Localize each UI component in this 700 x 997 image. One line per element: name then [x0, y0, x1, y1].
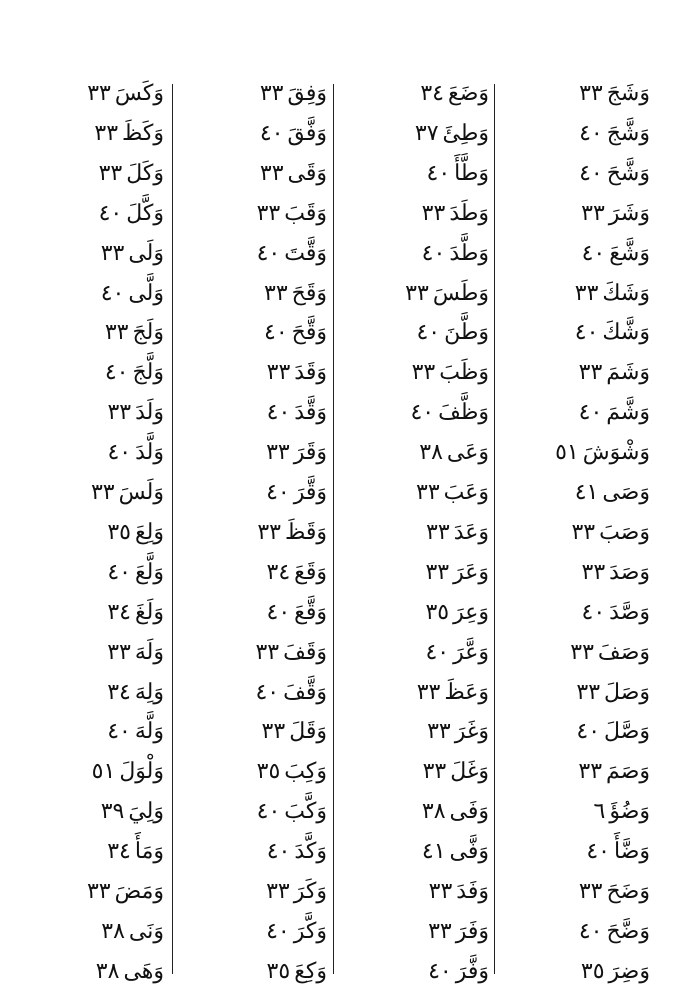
entry-reference-number: ٤٠	[578, 400, 603, 426]
entry-reference-number: ٣٣	[264, 280, 288, 306]
entry-word: وَعَى	[446, 440, 489, 466]
entry-reference-number: ٣٣	[266, 879, 290, 904]
entry-reference-number: ٣٥	[107, 519, 131, 545]
entry-reference-number: ٣٣	[259, 81, 284, 106]
entry-reference-number: ٤٠	[264, 320, 288, 346]
entry-row	[257, 196, 327, 232]
entry-row	[260, 156, 327, 192]
entry-reference-number: ٦	[593, 799, 606, 825]
entry-reference-number: ٤٠	[104, 360, 129, 386]
entry-row	[579, 116, 650, 152]
entry-row	[570, 635, 650, 671]
entry-word: وَصَّلَ	[604, 719, 650, 745]
entry-row	[427, 156, 489, 192]
entry-reference-number: ٣٧	[414, 120, 439, 146]
entry-word: وَلِعَ	[134, 519, 164, 545]
entry-reference-number: ٣٣	[425, 559, 450, 585]
entry-word: وَعَبَ	[443, 480, 489, 505]
entry-row	[257, 236, 327, 272]
entry-row	[582, 236, 650, 272]
entry-word: وَشْوَشَ	[582, 440, 650, 466]
entry-row	[99, 196, 164, 232]
entry-word: وَصَبَ	[599, 519, 650, 545]
entry-reference-number: ٥١	[555, 440, 579, 466]
entry-word: وَلَّى	[128, 280, 164, 306]
entry-word: وَمَأَ	[134, 839, 164, 865]
entry-row	[105, 315, 164, 351]
entry-reference-number: ٣٤	[266, 559, 291, 585]
entry-reference-number: ٣٣	[94, 120, 119, 146]
entry-word: وَلِيَ	[128, 799, 164, 825]
entry-row	[425, 555, 489, 591]
entry-word: وَفِقَ	[287, 81, 327, 106]
entry-word: وَصَمَ	[606, 759, 650, 785]
entry-word: وَشَّمَ	[606, 400, 650, 426]
entry-row	[575, 475, 650, 511]
entry-row	[419, 435, 489, 471]
entry-reference-number: ٣٣	[261, 719, 286, 745]
entry-reference-number: ٣٤	[107, 679, 131, 705]
entry-reference-number: ٣٣	[579, 81, 603, 106]
entry-word: وَفَّرَ	[455, 958, 489, 984]
entry-row	[267, 595, 328, 631]
entry-word: وَطَدَ	[449, 200, 489, 226]
entry-word: وَقَّدَ	[294, 400, 327, 426]
entry-row	[416, 315, 489, 351]
entry-row	[266, 874, 327, 910]
entry-word: وَمَضَ	[114, 879, 164, 904]
entry-reference-number: ٣٣	[104, 320, 129, 346]
entry-reference-number: ٤٠	[576, 719, 601, 745]
entry-row	[579, 156, 650, 192]
entry-word: وَطَّدَ	[449, 240, 489, 266]
entry-row	[425, 595, 489, 631]
entry-row	[267, 954, 327, 990]
entry-word: وَشَّعَ	[609, 240, 650, 266]
entry-reference-number: ٣٤	[107, 839, 131, 865]
entry-row	[579, 395, 650, 431]
entry-row	[422, 834, 489, 870]
entry-word: وَقَفَ	[283, 639, 327, 665]
entry-row	[87, 874, 164, 910]
entry-row	[582, 555, 651, 591]
entry-word: وَقَظَ	[284, 519, 327, 545]
entry-word: وَشَكَ	[602, 280, 650, 306]
entry-row	[428, 914, 489, 950]
entry-reference-number: ٤٠	[256, 799, 281, 825]
entry-reference-number: ٤٠	[428, 958, 452, 984]
entry-word: وَشَّحَ	[606, 160, 650, 186]
entry-word: وَلَّعَ	[134, 559, 164, 585]
entry-row	[267, 834, 327, 870]
entry-word: وَلَّجَ	[132, 360, 164, 386]
column-4	[30, 76, 170, 984]
entry-reference-number: ٣٥	[580, 958, 605, 984]
entry-row	[417, 675, 489, 711]
entry-word: وَكِبَ	[284, 759, 327, 785]
entry-word: وَظَّفَ	[438, 400, 489, 426]
entry-word: وَفَّقَ	[287, 120, 327, 146]
entry-row	[266, 435, 327, 471]
entry-reference-number: ٣٨	[419, 440, 443, 466]
entry-row	[576, 675, 650, 711]
entry-row	[427, 714, 489, 750]
entry-row	[405, 276, 489, 312]
entry-word: وَصَلَ	[604, 679, 650, 705]
entry-row	[267, 395, 327, 431]
entry-row	[429, 874, 489, 910]
entry-reference-number: ٣٣	[405, 280, 429, 306]
entry-word: وَعَدَ	[453, 519, 489, 545]
entry-row	[581, 196, 650, 232]
column-1	[496, 76, 656, 984]
entry-word: وَشَّكَ	[602, 320, 650, 346]
entry-reference-number: ٤٠	[416, 320, 441, 346]
entry-reference-number: ٤٠	[256, 240, 281, 266]
entry-word: وَكَّدَ	[294, 839, 327, 865]
entry-word: وَلَهَ	[134, 639, 164, 665]
entry-word: وَكَّرَ	[293, 918, 327, 944]
entry-reference-number: ٣٣	[256, 200, 281, 226]
entry-reference-number: ٣٩	[100, 799, 125, 825]
entry-reference-number: ٤٠	[255, 679, 280, 705]
entry-row	[264, 276, 327, 312]
entry-reference-number: ٤٠	[107, 719, 131, 745]
column-2	[337, 76, 495, 984]
entry-word: وَصَّدَ	[609, 599, 650, 625]
entry-word: وَطَّنَ	[444, 320, 489, 346]
entry-row	[105, 355, 164, 391]
entry-reference-number: ٣٣	[87, 81, 111, 106]
entry-reference-number: ٤٠	[425, 639, 450, 665]
entry-row	[107, 834, 164, 870]
entry-reference-number: ٣٣	[581, 559, 606, 585]
entry-row	[579, 76, 650, 112]
entry-row	[579, 914, 650, 950]
entry-reference-number: ٣٥	[425, 599, 450, 625]
entry-reference-number: ٤٠	[578, 918, 603, 944]
entry-word: وَضُؤَ	[609, 799, 650, 825]
entry-word: وَكَلَ	[126, 160, 164, 186]
entry-reference-number: ٥١	[91, 759, 116, 785]
entry-word: وَكَّبَ	[284, 799, 327, 825]
entry-word: وَقَبَ	[284, 200, 327, 226]
entry-row	[107, 714, 164, 750]
entry-word: وَقَى	[287, 160, 327, 186]
entry-row	[260, 116, 327, 152]
entry-reference-number: ٣٣	[255, 639, 280, 665]
entry-word: وَصَى	[602, 480, 650, 505]
entry-reference-number: ٣٣	[428, 879, 453, 904]
entry-word: وَطَّأَ	[454, 160, 489, 186]
entry-reference-number: ٣٣	[578, 879, 603, 904]
entry-row	[257, 515, 327, 551]
entry-word: وَصَفَ	[597, 639, 650, 665]
entry-row	[581, 954, 650, 990]
entry-reference-number: ٤٠	[259, 120, 284, 146]
entry-row	[257, 754, 327, 790]
entry-row	[107, 635, 164, 671]
entry-word: وَعَرَ	[453, 559, 489, 585]
entry-word: وَطَسَ	[432, 280, 489, 306]
entry-row	[92, 754, 164, 790]
entry-reference-number: ٣٨	[101, 918, 125, 944]
entry-word: وَقَّعَ	[294, 599, 327, 625]
entry-row	[101, 914, 164, 950]
entry-row	[575, 276, 650, 312]
entry-row	[576, 714, 650, 750]
entry-row	[87, 76, 164, 112]
entry-word: وَلْوَلَ	[119, 759, 164, 785]
entry-row	[582, 595, 651, 631]
entry-reference-number: ٤٠	[266, 480, 290, 505]
entry-reference-number: ٣٣	[574, 280, 599, 306]
entry-word: وَكَّلَ	[126, 200, 164, 226]
entry-reference-number: ٤٠	[574, 320, 599, 346]
column-3	[175, 76, 333, 984]
entry-row	[101, 794, 164, 830]
entry-row	[410, 395, 489, 431]
entry-reference-number: ٣٣	[100, 240, 125, 266]
entry-row	[578, 754, 650, 790]
entry-row	[107, 595, 164, 631]
entry-row	[264, 315, 327, 351]
entry-reference-number: ٣٣	[578, 759, 603, 785]
entry-word: وَقَلَ	[289, 719, 327, 745]
entry-row	[107, 675, 164, 711]
entry-row	[260, 76, 327, 112]
entry-word: وَفَرَ	[455, 918, 489, 944]
entry-reference-number: ٣٨	[421, 799, 446, 825]
entry-reference-number: ٣٥	[256, 759, 281, 785]
entry-word: وَلَدَ	[135, 400, 164, 426]
entry-word: وَضَعَ	[447, 81, 489, 106]
entry-row	[579, 355, 650, 391]
entry-word: وَنَى	[128, 918, 164, 944]
entry-row	[420, 76, 489, 112]
entry-word: وَغَلَ	[450, 759, 489, 785]
entry-row	[262, 714, 327, 750]
entry-row	[423, 754, 489, 790]
entry-word: وَقَرَ	[293, 440, 327, 466]
entry-word: وَطِئَ	[442, 120, 489, 146]
entry-row	[107, 395, 164, 431]
entry-reference-number: ٣٣	[266, 360, 291, 386]
entry-row	[571, 515, 650, 551]
entry-word: وَعِرَ	[453, 599, 489, 625]
entry-word: وَكَظَ	[122, 120, 164, 146]
entry-reference-number: ٤٠	[266, 839, 291, 865]
entry-word: وَصَدَ	[609, 559, 650, 585]
entry-row	[579, 874, 650, 910]
entry-reference-number: ٣٣	[98, 160, 123, 186]
entry-word: وَضَحَ	[606, 879, 650, 904]
entry-row	[101, 276, 164, 312]
entry-reference-number: ٤٠	[581, 599, 606, 625]
entry-reference-number: ٤٠	[579, 160, 603, 186]
entry-reference-number: ٤٠	[586, 839, 610, 865]
entry-row	[422, 794, 489, 830]
entry-reference-number: ٣٣	[576, 679, 601, 705]
entry-word: وَضِرَ	[608, 958, 650, 984]
entry-row	[96, 954, 164, 990]
entry-word: وَلَى	[128, 240, 164, 266]
entry-reference-number: ٣٣	[426, 519, 450, 545]
entry-row	[428, 954, 489, 990]
entry-row	[425, 635, 489, 671]
entry-reference-number: ٣٣	[570, 639, 594, 665]
entry-row	[266, 914, 327, 950]
entry-reference-number: ٣٣	[416, 679, 441, 705]
entry-row	[266, 475, 327, 511]
entry-word: وَغَرَ	[454, 719, 489, 745]
entry-reference-number: ٣٣	[86, 879, 111, 904]
entry-word: وَعَّرَ	[453, 639, 489, 665]
entry-reference-number: ٣٤	[420, 81, 444, 106]
entry-row	[257, 794, 327, 830]
entry-reference-number: ٤٠	[266, 400, 291, 426]
entry-row	[107, 435, 164, 471]
entry-word: وَشَّجَ	[606, 120, 650, 146]
entry-row	[422, 196, 489, 232]
entry-reference-number: ٤١	[421, 839, 446, 865]
entry-reference-number: ٣٣	[571, 519, 596, 545]
entry-reference-number: ٤٠	[98, 200, 123, 226]
entry-word: وَلَّدَ	[135, 440, 164, 466]
entry-row	[99, 156, 164, 192]
entry-word: وَقَحَ	[291, 280, 327, 306]
entry-word: وَظَبَ	[439, 360, 489, 386]
entry-word: وَفَى	[449, 799, 489, 825]
entry-word: وَكَسَ	[114, 81, 164, 106]
entry-word: وَقَعَ	[294, 559, 327, 585]
entry-word: وَفَّى	[449, 839, 489, 865]
entry-row	[107, 555, 164, 591]
entry-reference-number: ٣٣	[578, 360, 603, 386]
entry-word: وَلَسَ	[118, 480, 164, 505]
entry-row	[594, 794, 651, 830]
entry-reference-number: ٣٣	[581, 200, 605, 226]
entry-row	[422, 236, 489, 272]
entry-reference-number: ٣٣	[421, 200, 446, 226]
entry-reference-number: ٣٣	[422, 759, 447, 785]
entry-reference-number: ٣٣	[428, 918, 452, 944]
entry-word: وَقَدَ	[294, 360, 327, 386]
entry-row	[101, 236, 164, 272]
entry-row	[412, 355, 489, 391]
entry-row	[415, 116, 489, 152]
entry-reference-number: ٤٠	[100, 280, 125, 306]
entry-reference-number: ٣٣	[427, 719, 451, 745]
entry-word: وَقَّفَ	[283, 679, 327, 705]
entry-row	[267, 555, 328, 591]
entry-reference-number: ٤٠	[426, 160, 451, 186]
entry-reference-number: ٣٣	[259, 160, 284, 186]
entry-row	[255, 635, 327, 671]
entry-reference-number: ٤٠	[266, 599, 291, 625]
entry-word: وَضَّأَ	[613, 839, 650, 865]
entry-reference-number: ٣٣	[90, 480, 115, 505]
entry-word: وَهَى	[123, 958, 164, 984]
entry-row	[107, 515, 164, 551]
entry-word: وَقَّرَ	[293, 480, 327, 505]
entry-reference-number: ٤٠	[410, 400, 435, 426]
entry-row	[94, 116, 164, 152]
entry-row	[555, 435, 650, 471]
entry-reference-number: ٣٣	[257, 519, 281, 545]
entry-word: وَكِعَ	[294, 958, 327, 984]
entry-word: وَقَّتَ	[284, 240, 327, 266]
entry-word: وَفَدَ	[456, 879, 489, 904]
entry-reference-number: ٣٨	[95, 958, 120, 984]
entry-reference-number: ٤٠	[579, 120, 603, 146]
entry-word: وَلَجَ	[132, 320, 164, 346]
entry-word: وَلَغَ	[134, 599, 164, 625]
entry-word: وَكَرَ	[293, 879, 327, 904]
entry-row	[575, 315, 650, 351]
entry-reference-number: ٤٠	[266, 918, 290, 944]
entry-reference-number: ٤٠	[421, 240, 446, 266]
entry-reference-number: ٣٣	[107, 639, 131, 665]
entry-reference-number: ٣٣	[416, 480, 440, 505]
entry-reference-number: ٤٠	[107, 559, 131, 585]
entry-word: وَلَّهَ	[134, 719, 164, 745]
entry-reference-number: ٣٥	[266, 958, 291, 984]
entry-reference-number: ٤٠	[581, 240, 606, 266]
column-divider	[172, 84, 173, 974]
entry-row	[426, 515, 489, 551]
entry-word: وَشَمَ	[606, 360, 650, 386]
entry-word: وَشَرَ	[608, 200, 650, 226]
column-divider	[333, 84, 334, 974]
entry-row	[416, 475, 489, 511]
entry-row	[267, 355, 327, 391]
entry-word: وَلِهَ	[134, 679, 164, 705]
entry-word: وَعَظَ	[444, 679, 489, 705]
entry-row	[91, 475, 164, 511]
entry-reference-number: ٣٣	[411, 360, 436, 386]
entry-word: وَضَّحَ	[606, 918, 650, 944]
entry-reference-number: ٣٤	[107, 599, 131, 625]
entry-row	[586, 834, 650, 870]
entry-reference-number: ٣٣	[266, 440, 290, 466]
entry-reference-number: ٤١	[574, 480, 599, 505]
entry-reference-number: ٣٣	[107, 400, 132, 426]
entry-word: وَقَّحَ	[291, 320, 327, 346]
entry-word: وَشَجَ	[606, 81, 650, 106]
entry-reference-number: ٤٠	[107, 440, 132, 466]
entry-row	[255, 675, 327, 711]
